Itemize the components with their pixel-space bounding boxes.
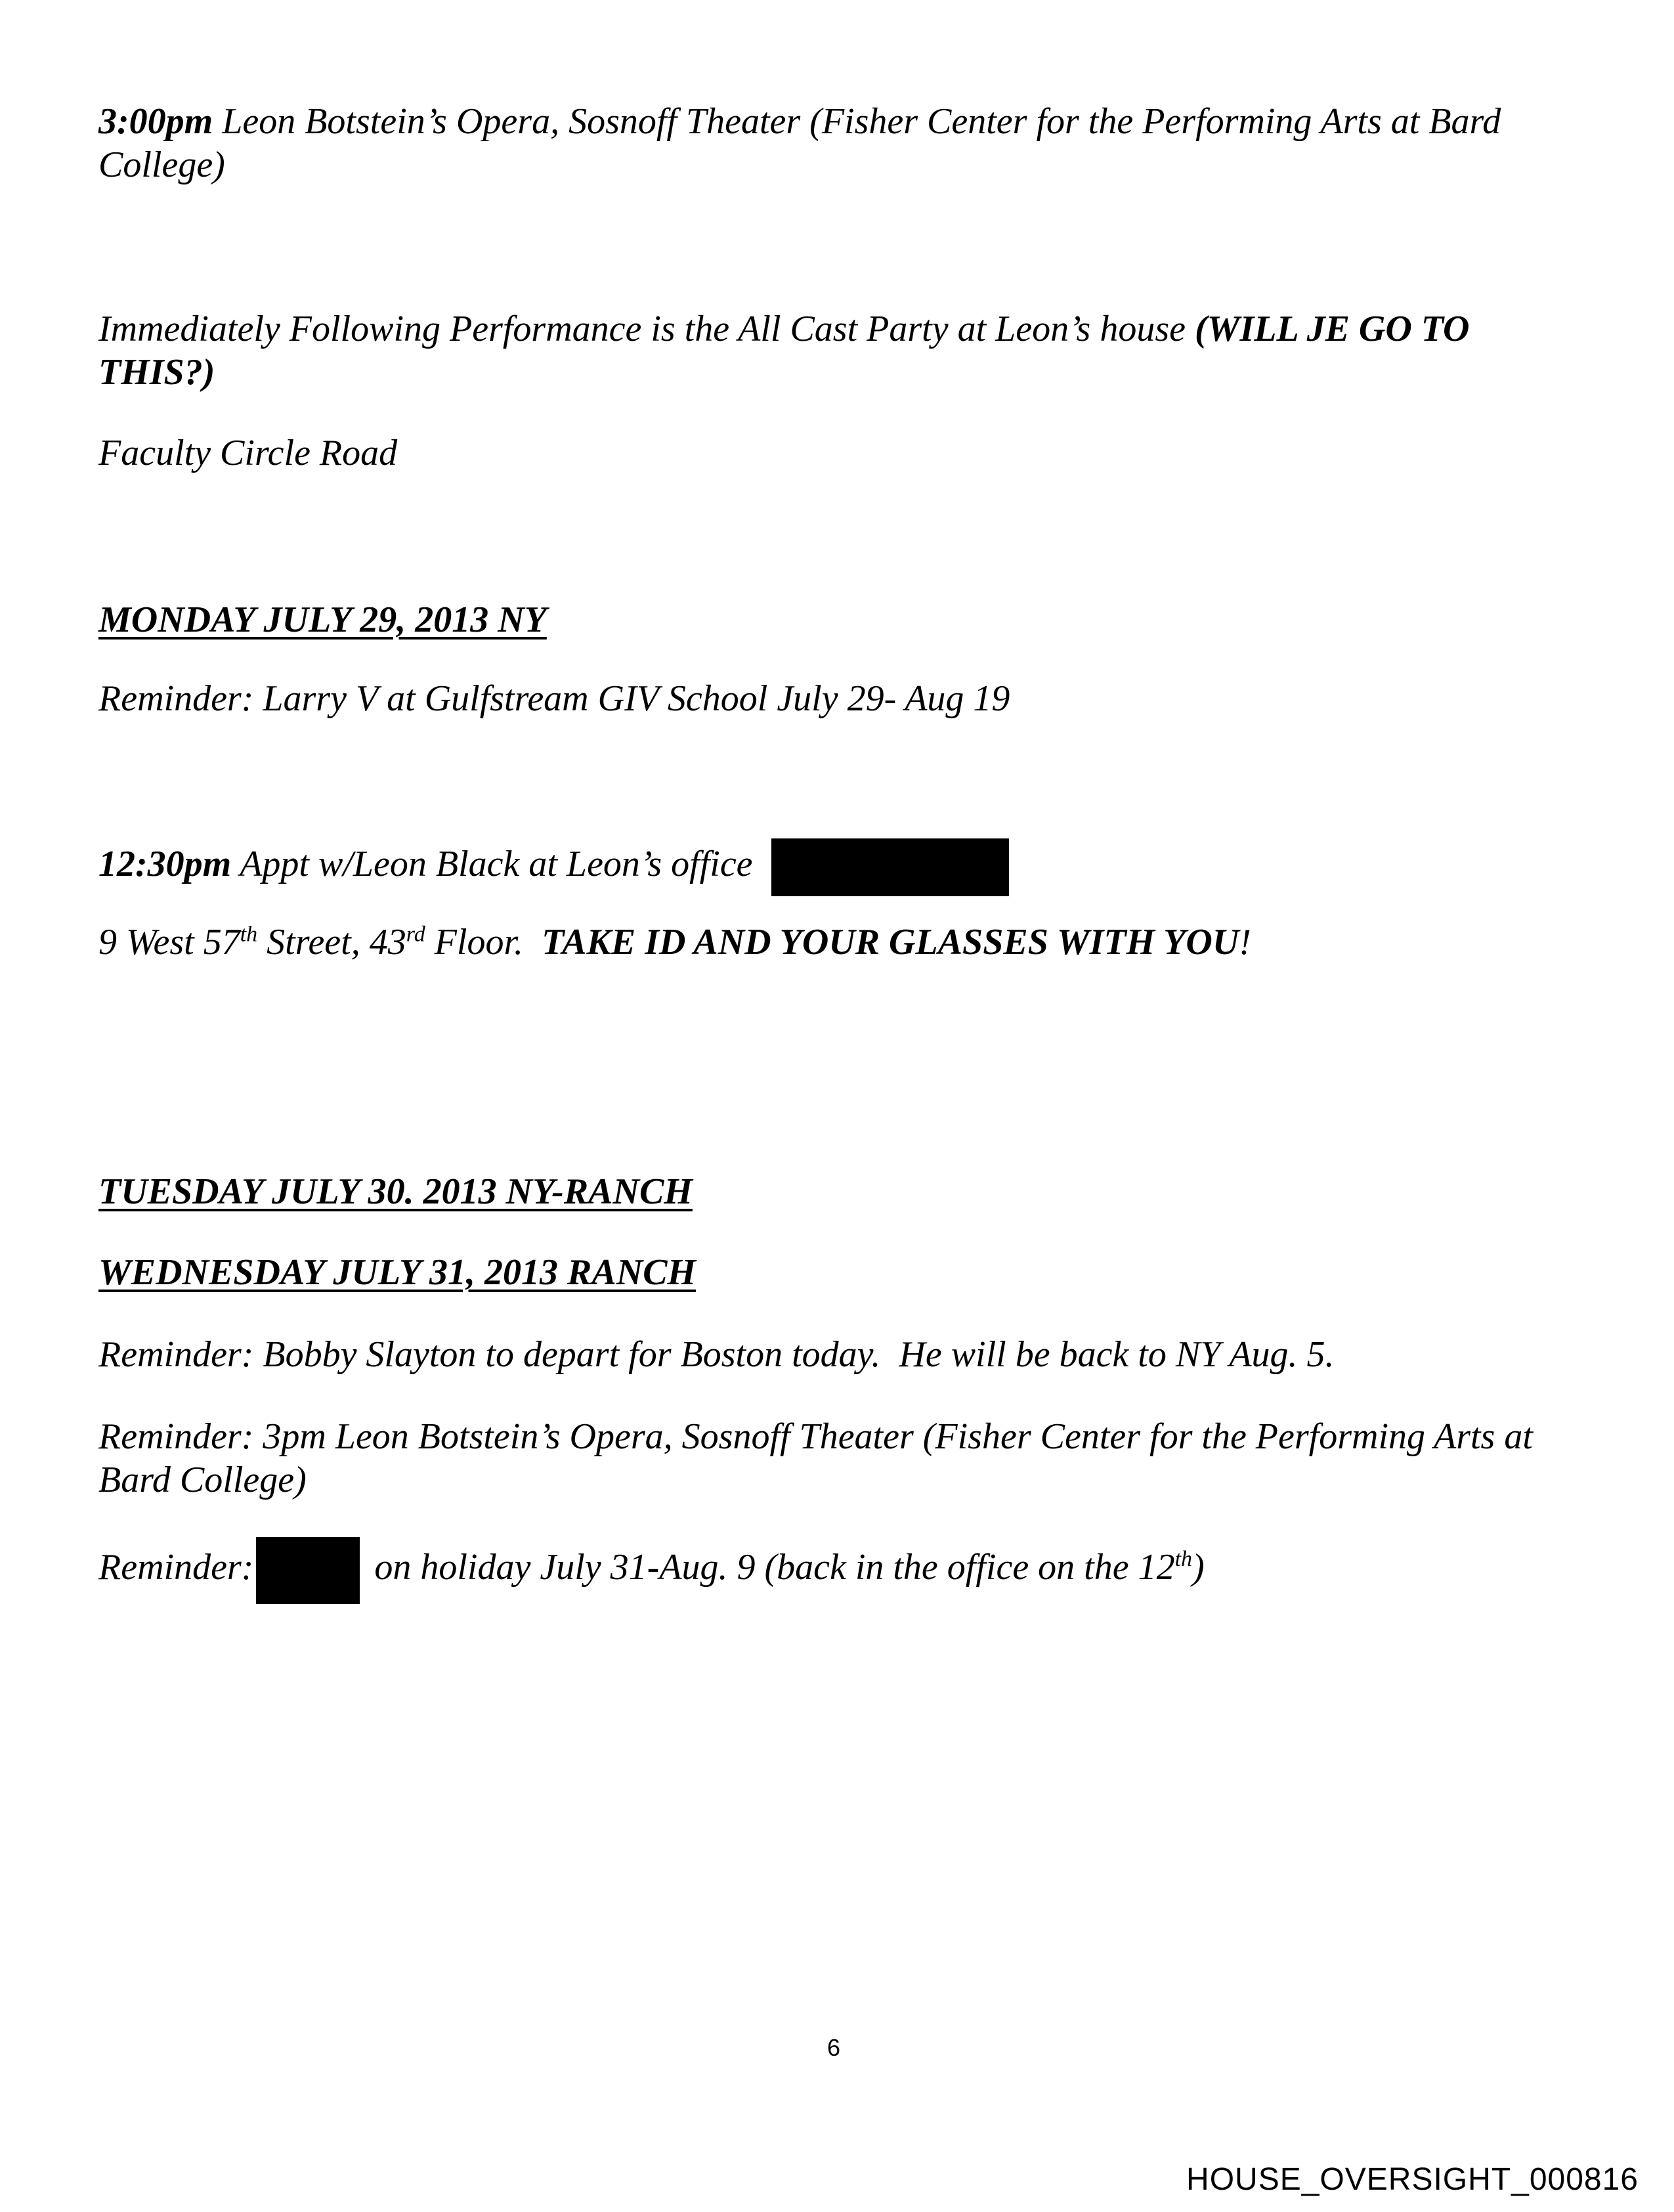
page-number: 6 xyxy=(826,2034,841,2061)
ordinal-suffix: th xyxy=(1174,1547,1193,1572)
entry-reminder-opera xyxy=(98,1415,1576,1502)
entry-cast-party xyxy=(98,307,1576,394)
entry-text: Leon Botstein’s Opera, Sosnoff Theater (Fisher Center for the Performing Arts at Bard College) xyxy=(98,101,1501,185)
entry-question: (WILL JE GO TO THIS?) xyxy=(98,309,1470,393)
redaction-box xyxy=(771,838,1009,896)
address-text: Floor. xyxy=(425,922,542,963)
entry-address xyxy=(98,431,1576,475)
entry-text: Reminder: 3pm Leon Botstein’s Opera, Sosnoff Theater (Fisher Center for the Performing Arts at Bard College) xyxy=(98,1416,1533,1500)
entry-reminder-slayton xyxy=(98,1333,1576,1376)
redaction-box xyxy=(256,1537,360,1604)
entry-reminder-holiday xyxy=(98,1537,1576,1604)
punctuation: ) xyxy=(1192,1546,1205,1588)
instruction-text: TAKE ID AND YOUR GLASSES WITH YOU xyxy=(542,922,1239,963)
entry-prefix: Reminder: xyxy=(98,1546,254,1588)
entry-text: Reminder: Bobby Slayton to depart for Boston today. He will be back to NY Aug. 5. xyxy=(98,1334,1335,1375)
entry-text: Reminder: Larry V at Gulfstream GIV School July 29- Aug 19 xyxy=(98,678,1010,719)
bates-number: HOUSE_OVERSIGHT_000816 xyxy=(1186,2162,1639,2197)
day-heading-tuesday: TUESDAY JULY 30. 2013 NY-RANCH xyxy=(98,1171,693,1212)
entry-time: 12:30pm xyxy=(98,843,232,884)
entry-text: Faculty Circle Road xyxy=(98,433,398,473)
entry-text: Immediately Following Performance is the All Cast Party at Leon’s house xyxy=(98,309,1186,349)
entry-office-address xyxy=(98,921,1576,964)
entry-opera-performance xyxy=(98,100,1576,186)
entry-appointment xyxy=(98,838,1576,896)
punctuation: ! xyxy=(1239,922,1251,963)
address-text: 9 West 57 xyxy=(98,922,240,963)
entry-time: 3:00pm xyxy=(98,101,213,142)
ordinal-suffix: th xyxy=(240,922,258,947)
entry-reminder-gulfstream xyxy=(98,677,1576,720)
address-text: Street, 43 xyxy=(257,922,406,963)
entry-text: Appt w/Leon Black at Leon’s office xyxy=(240,843,753,884)
entry-text: on holiday July 31-Aug. 9 (back in the office on the 12 xyxy=(365,1546,1175,1588)
ordinal-suffix: rd xyxy=(406,922,425,947)
day-heading-wednesday: WEDNESDAY JULY 31, 2013 RANCH xyxy=(98,1252,697,1293)
day-heading-monday: MONDAY JULY 29, 2013 NY xyxy=(98,599,547,640)
